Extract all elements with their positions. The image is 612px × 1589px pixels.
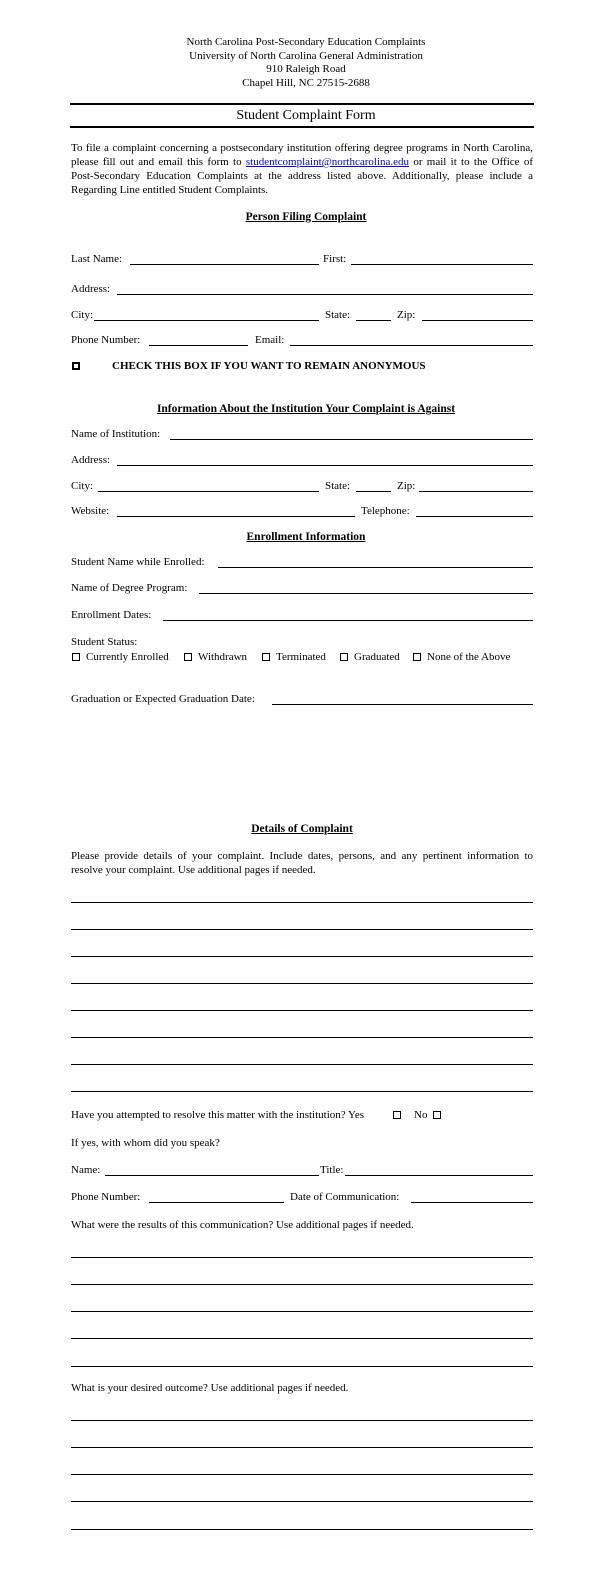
header-line-4: Chapel Hill, NC 27515-2688 bbox=[242, 76, 370, 89]
details-line[interactable] bbox=[71, 929, 533, 930]
anonymous-checkbox[interactable] bbox=[72, 362, 80, 370]
phone-field[interactable] bbox=[149, 345, 248, 346]
zip-label: Zip: bbox=[397, 309, 416, 321]
address-field[interactable] bbox=[117, 294, 533, 295]
status-checkbox-terminated[interactable] bbox=[262, 653, 270, 661]
institution-name-field[interactable] bbox=[170, 439, 533, 440]
office-address-block bbox=[0, 36, 612, 90]
student-status-label: Student Status: bbox=[71, 636, 138, 648]
header-line-1: North Carolina Post-Secondary Education Complaints bbox=[186, 36, 426, 48]
status-checkbox-currently-enrolled[interactable] bbox=[72, 653, 80, 661]
status-checkbox-withdrawn[interactable] bbox=[184, 653, 192, 661]
details-line[interactable] bbox=[71, 1091, 533, 1092]
resolve-no-checkbox[interactable] bbox=[433, 1111, 441, 1119]
telephone-label: Telephone: bbox=[361, 505, 410, 517]
degree-program-label: Name of Degree Program: bbox=[71, 582, 188, 594]
results-question: What were the results of this communication? Use additional pages if needed. bbox=[71, 1219, 414, 1231]
outcome-question: What is your desired outcome? Use additional pages if needed. bbox=[71, 1382, 349, 1394]
contact-title-label: Title: bbox=[320, 1164, 344, 1176]
last-name-field[interactable] bbox=[130, 264, 319, 265]
city-field[interactable] bbox=[94, 320, 319, 321]
details-line[interactable] bbox=[71, 983, 533, 984]
contact-title-field[interactable] bbox=[345, 1175, 533, 1176]
contact-phone-field[interactable] bbox=[149, 1202, 284, 1203]
details-instructions: Please provide details of your complaint. Include dates, persons, and any pertinent information to resolve your complaint. Use additional pages if needed. bbox=[71, 850, 533, 876]
status-checkbox-none-of-the-above[interactable] bbox=[413, 653, 421, 661]
details-line[interactable] bbox=[71, 1010, 533, 1011]
outcome-line[interactable] bbox=[71, 1474, 533, 1475]
enrollment-dates-field[interactable] bbox=[163, 620, 533, 621]
resolve-yes-checkbox[interactable] bbox=[393, 1111, 401, 1119]
header-line-3: 910 Raleigh Road bbox=[266, 63, 346, 75]
results-line[interactable] bbox=[71, 1284, 533, 1285]
form-title: Student Complaint Form bbox=[236, 108, 376, 123]
degree-program-field[interactable] bbox=[199, 593, 533, 594]
contact-name-field[interactable] bbox=[105, 1175, 319, 1176]
last-name-label: Last Name: bbox=[71, 253, 123, 265]
website-label: Website: bbox=[71, 505, 110, 517]
email-link[interactable]: studentcomplaint@northcarolina.edu bbox=[245, 156, 410, 168]
details-line[interactable] bbox=[71, 1064, 533, 1065]
institution-city-field[interactable] bbox=[98, 491, 319, 492]
enrollment-dates-label: Enrollment Dates: bbox=[71, 609, 152, 621]
institution-state-label: State: bbox=[325, 480, 351, 492]
anonymous-label: CHECK THIS BOX IF YOU WANT TO REMAIN ANONYMOUS bbox=[112, 360, 426, 372]
header-line-2: University of North Carolina General Administration bbox=[189, 49, 423, 62]
section-heading-person: Person Filing Complaint bbox=[245, 211, 367, 223]
institution-state-field[interactable] bbox=[356, 491, 391, 492]
first-name-field[interactable] bbox=[351, 264, 533, 265]
status-option-currently-enrolled: Currently Enrolled bbox=[86, 651, 169, 663]
contact-whom-question: If yes, with whom did you speak? bbox=[71, 1137, 220, 1149]
address-label: Address: bbox=[71, 283, 111, 295]
intro-paragraph bbox=[71, 141, 533, 197]
institution-zip-label: Zip: bbox=[397, 480, 416, 492]
city-label: City: bbox=[71, 309, 94, 321]
intro-text-end: or mail it to the Office of Post-Secondary Education Complaints at the address listed above. Additionally, please include a Regarding Line entitled Student Complaints. bbox=[71, 156, 533, 196]
intro-text-start: To file a complaint concerning a postsecondary institution offering degree programs in North Carolina, please fill out and email this form to bbox=[71, 142, 533, 168]
contact-phone-label: Phone Number: bbox=[71, 1191, 141, 1203]
website-field[interactable] bbox=[117, 516, 355, 517]
communication-date-label: Date of Communication: bbox=[290, 1191, 400, 1203]
graduation-date-label: Graduation or Expected Graduation Date: bbox=[71, 693, 255, 705]
resolve-no-label: No bbox=[414, 1109, 428, 1121]
status-option-none-of-the-above: None of the Above bbox=[427, 651, 511, 663]
section-heading-details: Details of Complaint bbox=[251, 823, 353, 835]
resolve-question: Have you attempted to resolve this matter with the institution? Yes bbox=[71, 1109, 364, 1121]
zip-field[interactable] bbox=[422, 320, 533, 321]
outcome-line[interactable] bbox=[71, 1501, 533, 1502]
institution-city-label: City: bbox=[71, 480, 94, 492]
phone-label: Phone Number: bbox=[71, 334, 141, 346]
email-label: Email: bbox=[255, 334, 285, 346]
state-label: State: bbox=[325, 309, 351, 321]
details-line[interactable] bbox=[71, 956, 533, 957]
results-line[interactable] bbox=[71, 1257, 533, 1258]
section-heading-institution: Information About the Institution Your Complaint is Against bbox=[156, 403, 456, 415]
details-line[interactable] bbox=[71, 902, 533, 903]
results-line[interactable] bbox=[71, 1366, 533, 1367]
institution-zip-field[interactable] bbox=[419, 491, 533, 492]
student-name-field[interactable] bbox=[218, 567, 533, 568]
title-rule-bottom bbox=[70, 126, 534, 128]
communication-date-field[interactable] bbox=[411, 1202, 533, 1203]
outcome-line[interactable] bbox=[71, 1447, 533, 1448]
details-line[interactable] bbox=[71, 1037, 533, 1038]
graduation-date-field[interactable] bbox=[272, 704, 533, 705]
section-heading-enrollment: Enrollment Information bbox=[246, 531, 366, 543]
outcome-line[interactable] bbox=[71, 1529, 533, 1530]
outcome-line[interactable] bbox=[71, 1420, 533, 1421]
status-option-withdrawn: Withdrawn bbox=[198, 651, 248, 663]
first-name-label: First: bbox=[323, 253, 347, 265]
institution-address-label: Address: bbox=[71, 454, 111, 466]
email-field[interactable] bbox=[290, 345, 533, 346]
state-field[interactable] bbox=[356, 320, 391, 321]
telephone-field[interactable] bbox=[416, 516, 533, 517]
status-option-terminated: Terminated bbox=[276, 651, 326, 663]
institution-name-label: Name of Institution: bbox=[71, 428, 161, 440]
status-checkbox-graduated[interactable] bbox=[340, 653, 348, 661]
student-name-label: Student Name while Enrolled: bbox=[71, 556, 205, 568]
results-line[interactable] bbox=[71, 1311, 533, 1312]
institution-address-field[interactable] bbox=[117, 465, 533, 466]
title-rule-top bbox=[70, 103, 534, 105]
contact-name-label: Name: bbox=[71, 1164, 101, 1176]
results-line[interactable] bbox=[71, 1338, 533, 1339]
status-option-graduated: Graduated bbox=[354, 651, 400, 663]
